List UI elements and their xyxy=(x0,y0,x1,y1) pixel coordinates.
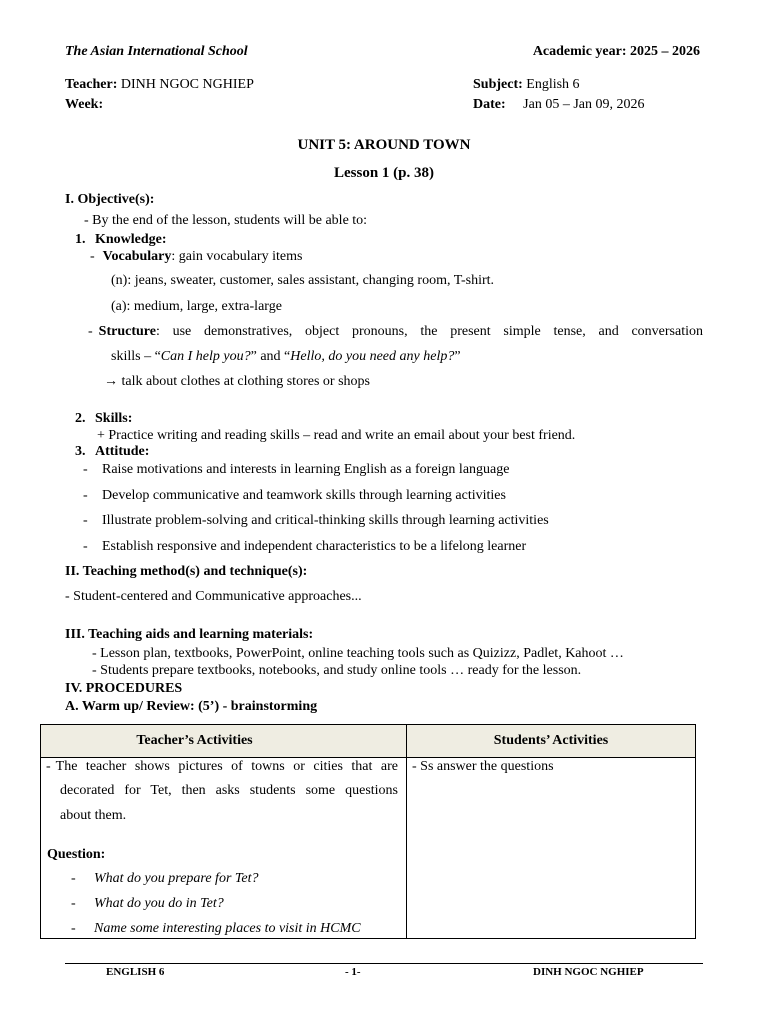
attitude-num: 3. xyxy=(75,444,86,459)
skills-num: 2. xyxy=(75,411,86,426)
question-label: Question: xyxy=(47,847,106,862)
attitude-item: - Develop communicative and teamwork skills through learning activities xyxy=(83,488,506,503)
procedures-heading: IV. PROCEDURES xyxy=(65,681,183,696)
teacher-activities-label: Teacher’s Activities xyxy=(136,733,253,748)
subject-value: English 6 xyxy=(526,77,580,92)
vocabulary-label: Vocabulary xyxy=(102,249,172,264)
table-row xyxy=(41,758,696,939)
structure-skills-text: skills – “ xyxy=(111,349,161,364)
question-item: - What do you prepare for Tet? xyxy=(71,871,259,886)
attitude-item: - Raise motivations and interests in learning English as a foreign language xyxy=(83,462,510,477)
footer-divider xyxy=(65,963,703,964)
teacher-label: Teacher: xyxy=(65,77,118,92)
table-header-row xyxy=(41,725,696,758)
teacher-line-3: about them. xyxy=(60,808,127,823)
school-name: The Asian International School xyxy=(65,44,248,59)
arrow-line xyxy=(104,374,370,390)
teacher-activities-header xyxy=(41,725,407,758)
students-activities-header xyxy=(407,725,696,758)
attitude-item-text: Illustrate problem-solving and critical-thinking skills through learning activities xyxy=(102,513,549,528)
structure-and-text: ” and “ xyxy=(250,349,291,364)
right-arrow-icon: → xyxy=(104,374,118,389)
subject-label: Subject: xyxy=(473,77,523,92)
teacher-line-2 xyxy=(60,783,398,799)
teacher-activities-cell xyxy=(41,758,407,939)
page-number: - 1- xyxy=(345,966,361,978)
footer-left: ENGLISH 6 xyxy=(106,966,165,978)
aids-heading: III. Teaching aids and learning materials: xyxy=(65,627,314,642)
teacher-line-1: - The teacher shows pictures of towns or cities that are xyxy=(46,759,398,774)
aids-item: - Lesson plan, textbooks, PowerPoint, online teaching tools such as Quizizz, Padlet, Kahoot … xyxy=(92,646,624,661)
vocabulary-line: - Vocabulary: gain vocabulary items xyxy=(90,249,303,264)
attitude-item: - Establish responsive and independent characteristics to be a lifelong learner xyxy=(83,539,527,554)
attitude-item-text: Raise motivations and interests in learning English as a foreign language xyxy=(102,462,510,477)
arrow-text: talk about clothes at clothing stores or shops xyxy=(121,374,370,389)
attitude-heading xyxy=(75,444,149,460)
objectives-intro: - By the end of the lesson, students will be able to: xyxy=(84,213,368,228)
aids-item: - Students prepare textbooks, notebooks, and study online tools … ready for the lesson. xyxy=(92,663,582,678)
adjectives-line: (a): medium, large, extra-large xyxy=(111,299,282,314)
structure-text: : use demonstratives, object pronouns, the present simple tense, and conversation xyxy=(155,324,703,339)
warmup-heading: A. Warm up/ Review: (5’) - brainstorming xyxy=(65,699,318,714)
students-activities-label: Students’ Activities xyxy=(493,733,609,748)
subject-line xyxy=(473,77,580,93)
nouns-line: (n): jeans, sweater, customer, sales assistant, changing room, T-shirt. xyxy=(111,273,495,288)
knowledge-heading xyxy=(75,232,167,248)
footer-right: DINH NGOC NGHIEP xyxy=(533,966,644,978)
date-value: Jan 05 – Jan 09, 2026 xyxy=(523,97,645,112)
structure-close-quote: ” xyxy=(454,349,461,364)
attitude-item-text: Develop communicative and teamwork skills through learning activities xyxy=(102,488,506,503)
structure-line-2 xyxy=(111,349,461,365)
methods-text: - Student-centered and Communicative approaches... xyxy=(65,589,362,604)
question-text: What do you prepare for Tet? xyxy=(94,871,259,886)
skills-label: Skills: xyxy=(95,411,133,426)
academic-year: Academic year: 2025 – 2026 xyxy=(532,44,700,59)
students-activities-cell xyxy=(407,758,696,939)
attitude-label: Attitude: xyxy=(95,444,150,459)
date-line xyxy=(473,97,644,113)
question-text: Name some interesting places to visit in HCMC xyxy=(94,921,361,936)
activities-table xyxy=(40,724,696,939)
question-item: - Name some interesting places to visit in HCMC xyxy=(71,921,361,936)
skills-text: + Practice writing and reading skills – read and write an email about your best friend. xyxy=(97,428,576,443)
vocabulary-text: : gain vocabulary items xyxy=(171,249,303,264)
structure-label: Structure xyxy=(98,324,156,339)
teacher-line-2-text: decorated for Tet, then asks students some questions xyxy=(60,783,398,798)
lesson-title: Lesson 1 (p. 38) xyxy=(333,165,434,181)
knowledge-num: 1. xyxy=(75,232,86,247)
attitude-item: - Illustrate problem-solving and critical-thinking skills through learning activities xyxy=(83,513,549,528)
question-item: - What do you do in Tet? xyxy=(71,896,224,911)
teacher-line xyxy=(65,77,254,93)
teacher-name: DINH NGOC NGHIEP xyxy=(120,77,254,92)
week-label: Week: xyxy=(65,97,104,112)
teacher-line-1-text: The teacher shows pictures of towns or cities that are xyxy=(55,759,398,774)
date-label: Date: xyxy=(473,97,506,112)
student-answer: - Ss answer the questions xyxy=(412,759,554,774)
knowledge-label: Knowledge: xyxy=(95,232,167,247)
unit-title: UNIT 5: AROUND TOWN xyxy=(297,137,471,153)
attitude-item-text: Establish responsive and independent characteristics to be a lifelong learner xyxy=(102,539,527,554)
objectives-heading: I. Objective(s): xyxy=(65,192,155,207)
structure-question-1: Can I help you? xyxy=(160,349,251,364)
skills-heading xyxy=(75,411,132,427)
structure-question-2: Hello, do you need any help? xyxy=(290,349,455,364)
methods-heading: II. Teaching method(s) and technique(s): xyxy=(65,564,308,579)
question-text: What do you do in Tet? xyxy=(94,896,224,911)
structure-line: - Structure: use demonstratives, object pronouns, the present simple tense, and conversation xyxy=(88,324,703,339)
